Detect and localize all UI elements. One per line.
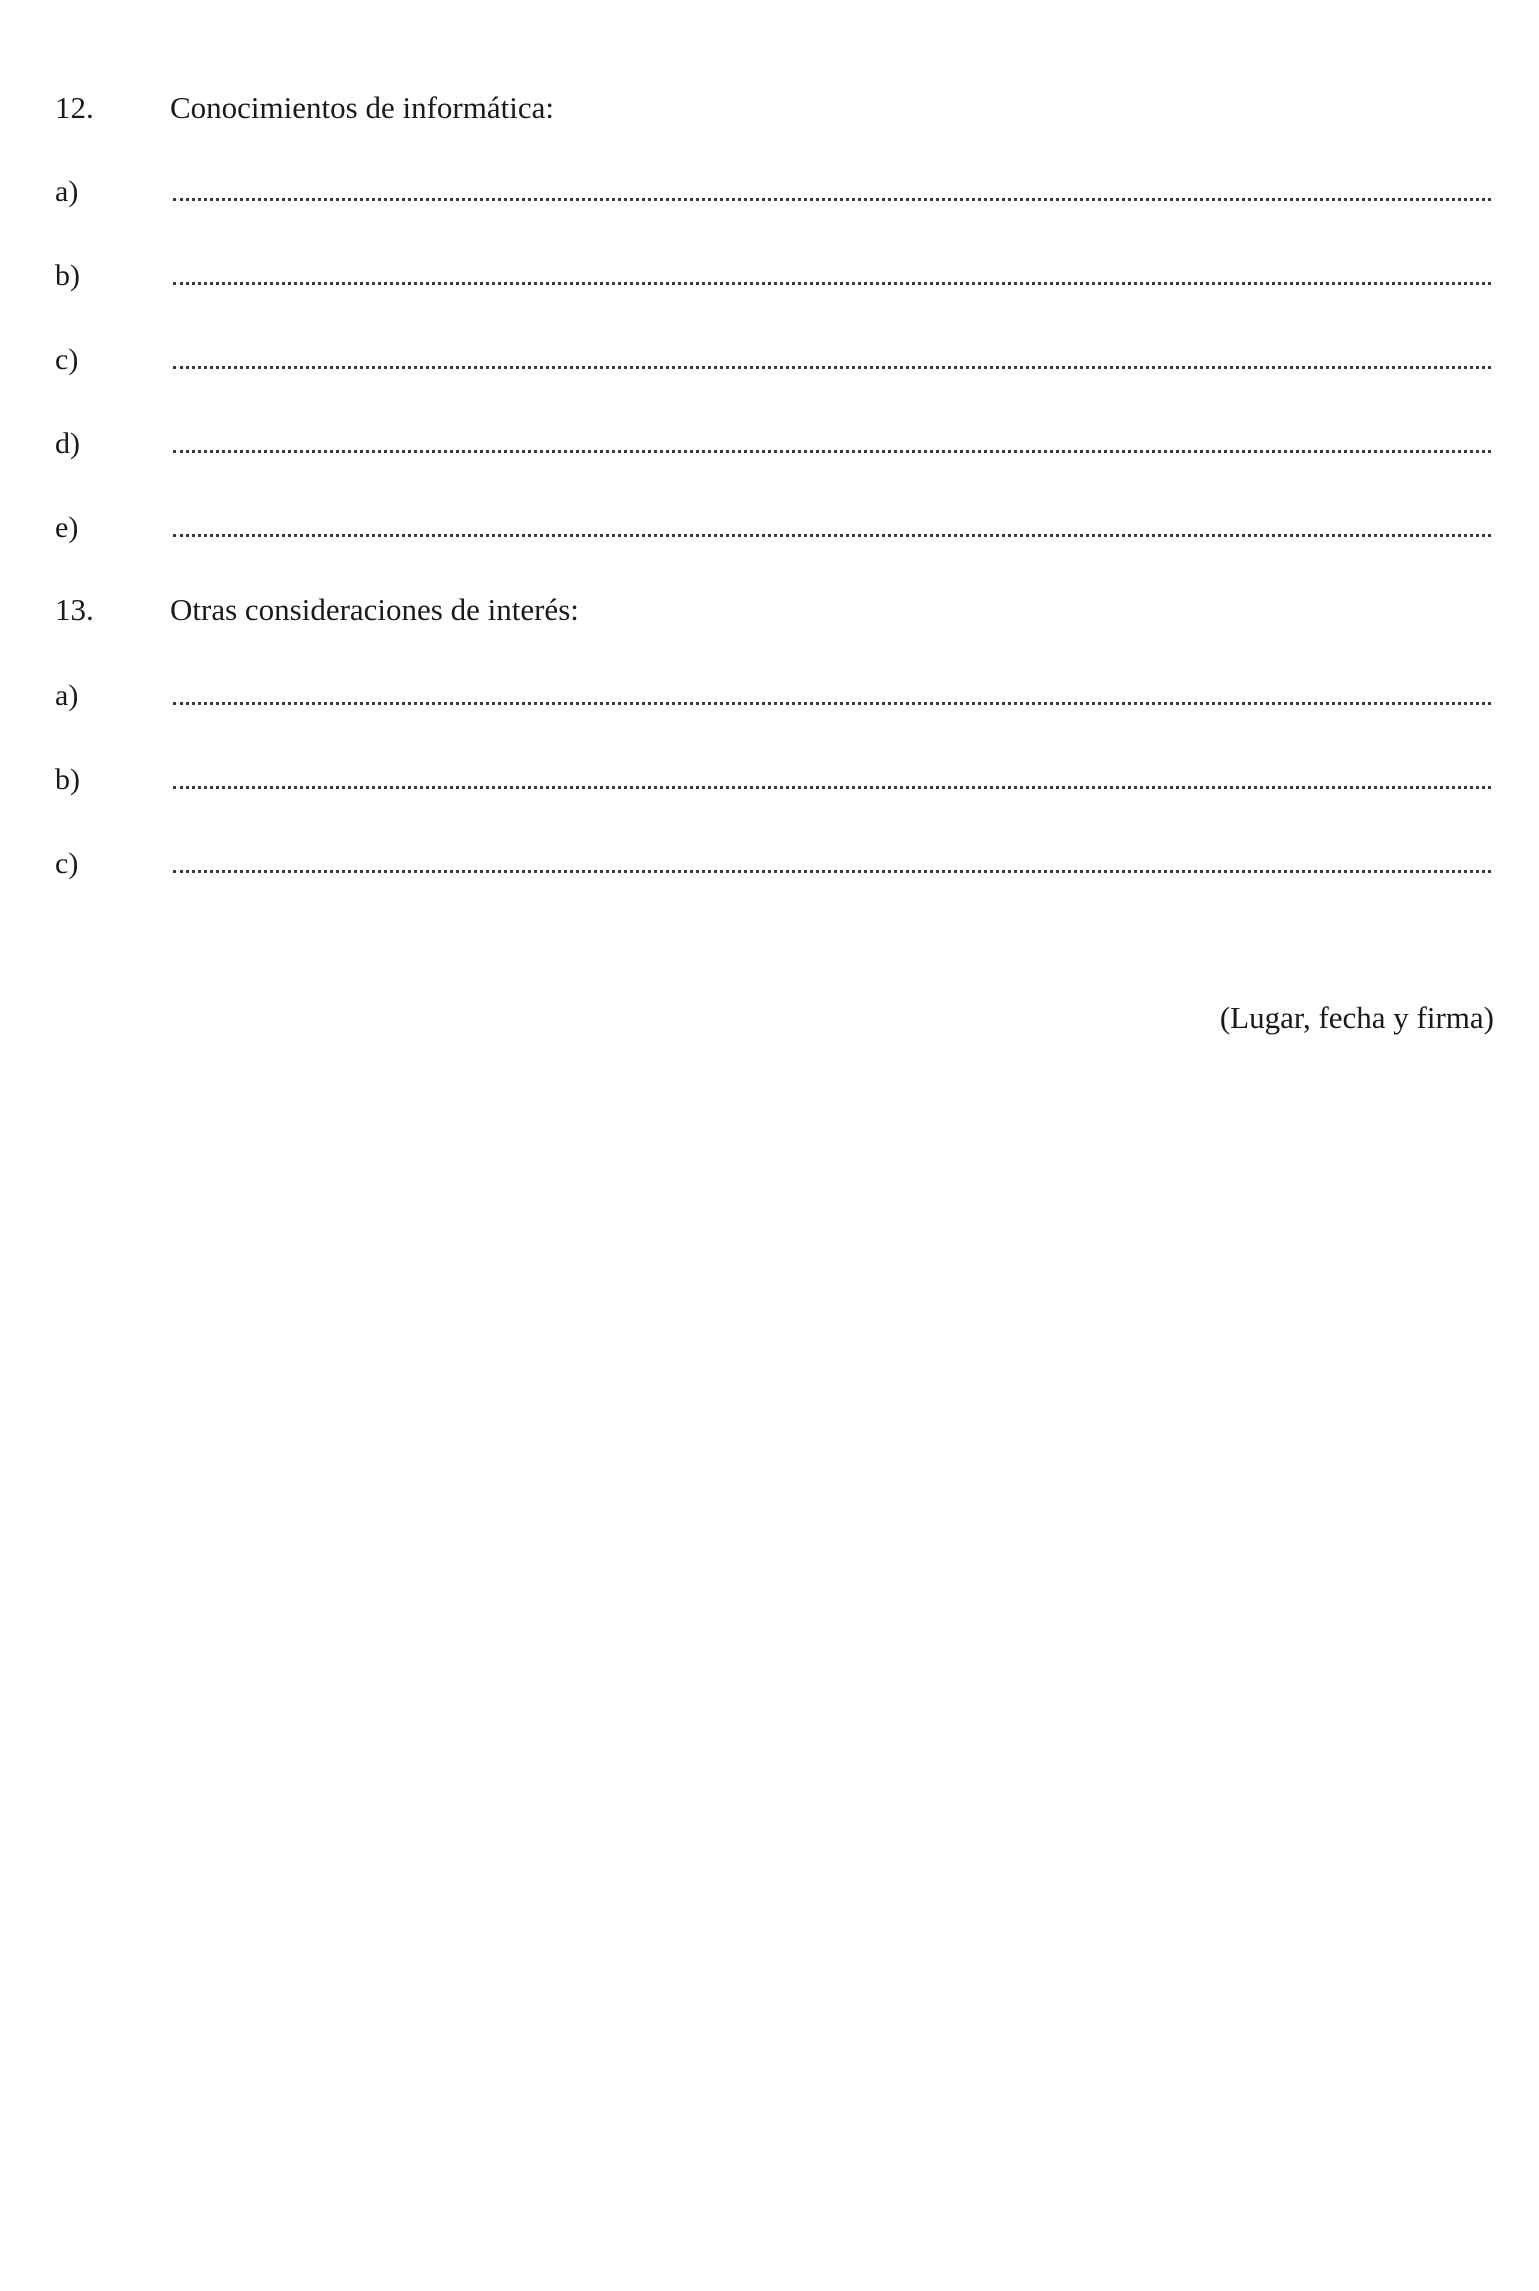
blank-entry-line[interactable] (173, 198, 1491, 201)
item-label: a) (55, 679, 79, 712)
section-12-item-d (0, 424, 1539, 464)
section-13-item-c (0, 844, 1539, 884)
blank-entry-line[interactable] (173, 534, 1491, 537)
blank-entry-line[interactable] (173, 786, 1491, 789)
section-13-number: 13. (55, 592, 94, 627)
item-label: c) (55, 343, 79, 376)
section-13-item-a (0, 676, 1539, 716)
section-12-item-a (0, 172, 1539, 212)
item-label: b) (55, 259, 80, 292)
section-12-heading (0, 88, 1539, 128)
item-label: c) (55, 847, 79, 880)
signature-label: (Lugar, fecha y firma) (1219, 1000, 1494, 1035)
blank-entry-line[interactable] (173, 702, 1491, 705)
section-13-heading (0, 590, 1539, 630)
section-13-item-b (0, 760, 1539, 800)
blank-entry-line[interactable] (173, 366, 1491, 369)
item-label: e) (55, 511, 79, 544)
section-12-number: 12. (55, 90, 94, 125)
section-13-title: Otras consideraciones de interés: (170, 592, 579, 627)
item-label: d) (55, 427, 80, 460)
section-12-title: Conocimientos de informática: (170, 90, 554, 125)
blank-entry-line[interactable] (173, 282, 1491, 285)
blank-entry-line[interactable] (173, 870, 1491, 873)
item-label: a) (55, 175, 79, 208)
section-12-item-c (0, 340, 1539, 380)
section-12-item-e (0, 508, 1539, 548)
section-12-item-b (0, 256, 1539, 296)
item-label: b) (55, 763, 80, 796)
blank-entry-line[interactable] (173, 450, 1491, 453)
